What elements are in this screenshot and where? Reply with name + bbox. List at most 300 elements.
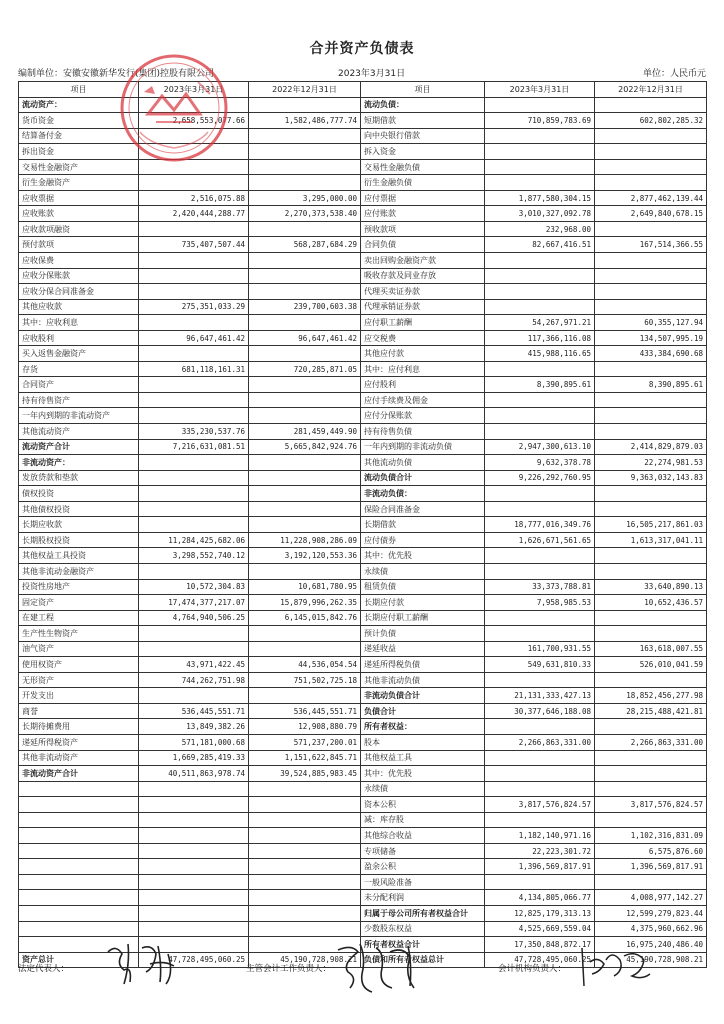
row-item-label: 向中央银行借款 bbox=[361, 128, 485, 144]
table-row bbox=[19, 144, 707, 160]
row-value-current: 96,647,461.42 bbox=[139, 330, 249, 346]
row-item-label: 应付债券 bbox=[361, 532, 485, 548]
row-value-current: 54,267,971.21 bbox=[485, 315, 595, 331]
table-row bbox=[19, 797, 707, 813]
row-item-label: 长期应收款 bbox=[19, 517, 139, 533]
row-item-label: 递延所得税资产 bbox=[19, 734, 139, 750]
legal-rep-signature bbox=[98, 934, 188, 994]
row-value-current: 33,373,788.81 bbox=[485, 579, 595, 595]
row-value-prior bbox=[249, 781, 361, 797]
row-value-prior: 4,008,977,142.27 bbox=[595, 890, 707, 906]
table-row bbox=[19, 159, 707, 175]
row-value-prior bbox=[595, 750, 707, 766]
row-value-prior: 5,665,842,924.76 bbox=[249, 439, 361, 455]
row-value-current bbox=[139, 688, 249, 704]
row-value-current bbox=[485, 750, 595, 766]
row-value-current: 275,351,033.29 bbox=[139, 299, 249, 315]
row-value-prior: 1,102,316,831.09 bbox=[595, 828, 707, 844]
row-value-prior bbox=[249, 315, 361, 331]
row-value-prior bbox=[595, 501, 707, 517]
table-row bbox=[19, 470, 707, 486]
row-value-prior: 281,459,449.90 bbox=[249, 424, 361, 440]
table-row bbox=[19, 579, 707, 595]
row-value-current: 82,667,416.51 bbox=[485, 237, 595, 253]
row-value-current bbox=[139, 221, 249, 237]
row-value-current bbox=[485, 874, 595, 890]
row-value-current: 3,817,576,824.57 bbox=[485, 797, 595, 813]
row-item-label: 衍生金融资产 bbox=[19, 175, 139, 191]
table-header-row bbox=[19, 82, 707, 98]
row-value-current bbox=[485, 548, 595, 564]
row-item-label: 专项储备 bbox=[361, 843, 485, 859]
row-value-prior: 536,445,551.71 bbox=[249, 703, 361, 719]
row-item-label: 合同负债 bbox=[361, 237, 485, 253]
table-row bbox=[19, 221, 707, 237]
header-meta bbox=[18, 66, 706, 80]
row-value-prior: 1,151,622,845.71 bbox=[249, 750, 361, 766]
row-value-current: 4,525,669,559.04 bbox=[485, 921, 595, 937]
row-value-current: 571,181,000.68 bbox=[139, 734, 249, 750]
table-row bbox=[19, 408, 707, 424]
row-item-label: 一年内到期的非流动资产 bbox=[19, 408, 139, 424]
row-item-label: 股本 bbox=[361, 734, 485, 750]
row-item-label: 结算备付金 bbox=[19, 128, 139, 144]
row-value-prior: 15,879,996,262.35 bbox=[249, 595, 361, 611]
row-value-prior bbox=[595, 299, 707, 315]
row-value-prior bbox=[249, 641, 361, 657]
row-value-prior bbox=[249, 284, 361, 300]
row-item-label: 所有者权益合计 bbox=[361, 937, 485, 953]
signature-row bbox=[18, 950, 706, 1010]
row-item-label: 投资性房地产 bbox=[19, 579, 139, 595]
row-value-prior: 10,652,436.57 bbox=[595, 595, 707, 611]
row-item-label: 持有待售资产 bbox=[19, 392, 139, 408]
row-item-label: 其他非流动金融资产 bbox=[19, 563, 139, 579]
row-value-current bbox=[139, 470, 249, 486]
row-item-label: 资本公积 bbox=[361, 797, 485, 813]
row-value-current: 681,118,161.31 bbox=[139, 361, 249, 377]
row-value-prior: 163,618,007.55 bbox=[595, 641, 707, 657]
row-item-label: 应收分保合同准备金 bbox=[19, 284, 139, 300]
row-value-prior bbox=[595, 610, 707, 626]
table-row bbox=[19, 377, 707, 393]
row-item-label: 应付票据 bbox=[361, 190, 485, 206]
row-value-prior: 33,640,890.13 bbox=[595, 579, 707, 595]
row-item-label: 其他应付款 bbox=[361, 346, 485, 362]
row-value-prior bbox=[595, 719, 707, 735]
row-item-label: 流动资产合计 bbox=[19, 439, 139, 455]
row-item-label: 应收账款 bbox=[19, 206, 139, 222]
table-row bbox=[19, 361, 707, 377]
row-item-label: 应付手续费及佣金 bbox=[361, 392, 485, 408]
table-row bbox=[19, 828, 707, 844]
col-header-prior: 2022年12月31日 bbox=[249, 82, 361, 98]
table-row bbox=[19, 253, 707, 269]
table-row bbox=[19, 905, 707, 921]
col-header-current: 2023年3月31日 bbox=[485, 82, 595, 98]
row-value-current bbox=[139, 563, 249, 579]
row-item-label: 永续债 bbox=[361, 781, 485, 797]
row-value-prior: 751,502,725.18 bbox=[249, 672, 361, 688]
row-value-current bbox=[485, 268, 595, 284]
row-value-current bbox=[139, 455, 249, 471]
row-value-current: 232,968.00 bbox=[485, 221, 595, 237]
row-item-label: 应收保费 bbox=[19, 253, 139, 269]
table-row bbox=[19, 190, 707, 206]
row-value-prior: 28,215,488,421.81 bbox=[595, 703, 707, 719]
row-item-label: 其他应收款 bbox=[19, 299, 139, 315]
row-value-current: 11,284,425,682.06 bbox=[139, 532, 249, 548]
row-item-label: 应付分保账款 bbox=[361, 408, 485, 424]
row-value-prior bbox=[249, 688, 361, 704]
row-value-prior bbox=[595, 284, 707, 300]
row-value-prior: 526,010,041.59 bbox=[595, 657, 707, 673]
row-value-prior bbox=[249, 221, 361, 237]
row-value-current: 8,390,895.61 bbox=[485, 377, 595, 393]
row-value-current bbox=[485, 424, 595, 440]
row-value-prior: 602,802,285.32 bbox=[595, 113, 707, 129]
row-item-label: 合同资产 bbox=[19, 377, 139, 393]
table-row bbox=[19, 299, 707, 315]
table-row bbox=[19, 563, 707, 579]
row-value-current: 1,626,671,561.65 bbox=[485, 532, 595, 548]
row-item-label: 无形资产 bbox=[19, 672, 139, 688]
row-value-current: 17,350,848,872.17 bbox=[485, 937, 595, 953]
row-value-prior: 720,285,871.05 bbox=[249, 361, 361, 377]
row-item-label: 递延收益 bbox=[361, 641, 485, 657]
row-value-prior bbox=[249, 501, 361, 517]
row-value-prior bbox=[249, 455, 361, 471]
row-value-current bbox=[139, 175, 249, 191]
row-value-current bbox=[139, 253, 249, 269]
row-value-current: 10,572,304.83 bbox=[139, 579, 249, 595]
row-value-current bbox=[139, 392, 249, 408]
row-item-label: 其他非流动负债 bbox=[361, 672, 485, 688]
row-item-label: 长期应付职工薪酬 bbox=[361, 610, 485, 626]
row-value-prior: 2,649,840,678.15 bbox=[595, 206, 707, 222]
row-item-label: 其中：优先股 bbox=[361, 766, 485, 782]
row-item-label: 货币资金 bbox=[19, 113, 139, 129]
row-value-prior: 2,414,829,879.03 bbox=[595, 439, 707, 455]
row-item-label: 生产性生物资产 bbox=[19, 626, 139, 642]
row-item-label bbox=[19, 874, 139, 890]
row-value-current bbox=[485, 812, 595, 828]
row-item-label: 卖出回购金融资产款 bbox=[361, 253, 485, 269]
row-value-current bbox=[139, 284, 249, 300]
row-value-prior bbox=[249, 486, 361, 502]
accounting-head-signature bbox=[330, 936, 430, 1000]
row-value-prior bbox=[249, 626, 361, 642]
row-value-current: 18,777,016,349.76 bbox=[485, 517, 595, 533]
row-item-label bbox=[19, 905, 139, 921]
row-value-current bbox=[485, 626, 595, 642]
row-item-label: 代理买卖证券款 bbox=[361, 284, 485, 300]
table-row bbox=[19, 97, 707, 113]
row-value-current bbox=[139, 859, 249, 875]
row-item-label: 归属于母公司所有者权益合计 bbox=[361, 905, 485, 921]
row-value-current: 9,226,292,760.95 bbox=[485, 470, 595, 486]
row-value-prior bbox=[595, 253, 707, 269]
row-value-prior bbox=[249, 377, 361, 393]
row-value-prior bbox=[595, 361, 707, 377]
row-value-current bbox=[485, 144, 595, 160]
row-value-prior bbox=[595, 548, 707, 564]
row-value-prior: 239,700,603.38 bbox=[249, 299, 361, 315]
row-value-prior: 6,575,876.60 bbox=[595, 843, 707, 859]
table-row bbox=[19, 595, 707, 611]
row-item-label: 长期应付款 bbox=[361, 595, 485, 611]
row-item-label: 其他非流动资产 bbox=[19, 750, 139, 766]
row-value-current bbox=[139, 144, 249, 160]
row-item-label: 流动负债： bbox=[361, 97, 485, 113]
table-row bbox=[19, 890, 707, 906]
row-item-label: 应付职工薪酬 bbox=[361, 315, 485, 331]
table-row bbox=[19, 284, 707, 300]
row-value-prior: 4,375,960,662.96 bbox=[595, 921, 707, 937]
row-value-current: 22,223,301.72 bbox=[485, 843, 595, 859]
row-value-current: 7,958,985.53 bbox=[485, 595, 595, 611]
row-item-label: 非流动资产： bbox=[19, 455, 139, 471]
row-value-prior bbox=[249, 921, 361, 937]
table-row bbox=[19, 688, 707, 704]
row-value-current bbox=[485, 175, 595, 191]
table-row bbox=[19, 517, 707, 533]
row-value-current: 3,298,552,740.12 bbox=[139, 548, 249, 564]
row-item-label: 衍生金融负债 bbox=[361, 175, 485, 191]
row-value-prior bbox=[249, 175, 361, 191]
table-row bbox=[19, 113, 707, 129]
row-value-current bbox=[139, 128, 249, 144]
dept-head-signature bbox=[576, 942, 666, 992]
row-item-label: 一般风险准备 bbox=[361, 874, 485, 890]
row-value-current: 335,230,537.76 bbox=[139, 424, 249, 440]
row-value-prior bbox=[595, 672, 707, 688]
col-header-item: 项目 bbox=[19, 82, 139, 98]
row-value-current bbox=[485, 253, 595, 269]
row-item-label: 租赁负债 bbox=[361, 579, 485, 595]
row-value-current: 735,407,507.44 bbox=[139, 237, 249, 253]
row-item-label: 商誉 bbox=[19, 703, 139, 719]
row-item-label bbox=[19, 797, 139, 813]
legal-rep-label: 法定代表人： bbox=[18, 964, 70, 974]
row-item-label: 在建工程 bbox=[19, 610, 139, 626]
row-value-prior: 1,582,486,777.74 bbox=[249, 113, 361, 129]
table-row bbox=[19, 486, 707, 502]
row-item-label: 应付股利 bbox=[361, 377, 485, 393]
row-item-label bbox=[19, 781, 139, 797]
row-value-prior bbox=[595, 159, 707, 175]
row-value-current bbox=[139, 641, 249, 657]
row-value-prior bbox=[595, 175, 707, 191]
table-row bbox=[19, 330, 707, 346]
row-value-current: 2,947,300,613.10 bbox=[485, 439, 595, 455]
prepared-by: 编制单位：安徽安徽新华发行(集团)控股有限公司 bbox=[18, 69, 215, 79]
row-value-prior: 45,190,728,908.21 bbox=[595, 952, 707, 968]
row-value-prior bbox=[595, 424, 707, 440]
row-item-label: 固定资产 bbox=[19, 595, 139, 611]
row-value-current bbox=[485, 408, 595, 424]
row-item-label: 代理承销证券款 bbox=[361, 299, 485, 315]
row-value-prior: 568,287,684.29 bbox=[249, 237, 361, 253]
row-item-label bbox=[19, 859, 139, 875]
row-value-prior: 571,237,200.01 bbox=[249, 734, 361, 750]
row-value-prior: 60,355,127.94 bbox=[595, 315, 707, 331]
row-item-label: 预付款项 bbox=[19, 237, 139, 253]
col-header-current: 2023年3月31日 bbox=[139, 82, 249, 98]
row-value-prior: 6,145,015,842.76 bbox=[249, 610, 361, 626]
row-value-prior: 10,681,780.95 bbox=[249, 579, 361, 595]
row-value-current bbox=[139, 890, 249, 906]
row-value-prior bbox=[595, 392, 707, 408]
row-value-current: 2,658,553,077.66 bbox=[139, 113, 249, 129]
row-value-current bbox=[485, 299, 595, 315]
table-row bbox=[19, 626, 707, 642]
row-value-current bbox=[139, 408, 249, 424]
currency-unit: 单位：人民币元 bbox=[642, 69, 706, 79]
table-row bbox=[19, 874, 707, 890]
table-row bbox=[19, 532, 707, 548]
row-item-label: 递延所得税负债 bbox=[361, 657, 485, 673]
row-value-prior bbox=[249, 797, 361, 813]
row-item-label: 永续债 bbox=[361, 563, 485, 579]
row-value-current: 7,216,631,081.51 bbox=[139, 439, 249, 455]
row-value-prior bbox=[595, 128, 707, 144]
row-value-current bbox=[485, 672, 595, 688]
row-value-prior bbox=[595, 486, 707, 502]
row-value-prior: 12,599,279,823.44 bbox=[595, 905, 707, 921]
row-item-label: 交易性金融负债 bbox=[361, 159, 485, 175]
row-value-prior bbox=[249, 159, 361, 175]
row-value-current bbox=[485, 128, 595, 144]
row-value-prior: 134,507,995.19 bbox=[595, 330, 707, 346]
row-value-prior bbox=[249, 905, 361, 921]
row-item-label: 其中：应付利息 bbox=[361, 361, 485, 377]
row-value-prior: 3,192,120,553.36 bbox=[249, 548, 361, 564]
row-value-current bbox=[485, 486, 595, 502]
row-value-current bbox=[139, 501, 249, 517]
table-row bbox=[19, 455, 707, 471]
row-item-label: 油气资产 bbox=[19, 641, 139, 657]
row-item-label: 买入返售金融资产 bbox=[19, 346, 139, 362]
col-header-item: 项目 bbox=[361, 82, 485, 98]
row-value-current: 13,849,382.26 bbox=[139, 719, 249, 735]
row-value-prior bbox=[249, 392, 361, 408]
row-value-prior bbox=[249, 563, 361, 579]
row-value-prior: 3,817,576,824.57 bbox=[595, 797, 707, 813]
row-value-current bbox=[485, 719, 595, 735]
dept-head-label: 会计机构负责人： bbox=[498, 964, 567, 974]
row-value-prior: 22,274,981.53 bbox=[595, 455, 707, 471]
row-value-prior: 45,190,728,908.21 bbox=[249, 952, 361, 968]
row-value-current: 1,396,569,817.91 bbox=[485, 859, 595, 875]
row-value-current bbox=[139, 517, 249, 533]
row-value-current: 3,010,327,092.78 bbox=[485, 206, 595, 222]
row-item-label bbox=[19, 828, 139, 844]
row-item-label: 其他权益工具投资 bbox=[19, 548, 139, 564]
table-row bbox=[19, 641, 707, 657]
row-value-prior bbox=[249, 470, 361, 486]
row-item-label: 吸收存款及同业存放 bbox=[361, 268, 485, 284]
row-value-prior bbox=[249, 859, 361, 875]
row-value-prior: 2,266,863,331.00 bbox=[595, 734, 707, 750]
row-value-current bbox=[485, 284, 595, 300]
table-row bbox=[19, 703, 707, 719]
row-value-current: 161,700,931.55 bbox=[485, 641, 595, 657]
row-item-label: 一年内到期的非流动负债 bbox=[361, 439, 485, 455]
row-value-current bbox=[485, 563, 595, 579]
table-row bbox=[19, 812, 707, 828]
row-value-prior bbox=[595, 97, 707, 113]
row-value-current: 4,764,940,506.25 bbox=[139, 610, 249, 626]
row-value-prior bbox=[249, 843, 361, 859]
row-value-current bbox=[139, 874, 249, 890]
row-value-prior: 16,975,240,486.40 bbox=[595, 937, 707, 953]
row-value-current: 4,134,805,066.77 bbox=[485, 890, 595, 906]
row-value-current: 117,366,116.08 bbox=[485, 330, 595, 346]
row-value-current bbox=[139, 159, 249, 175]
row-value-current bbox=[485, 97, 595, 113]
row-item-label: 应收款项融资 bbox=[19, 221, 139, 237]
row-item-label: 少数股东权益 bbox=[361, 921, 485, 937]
row-item-label: 拆入资金 bbox=[361, 144, 485, 160]
table-row bbox=[19, 766, 707, 782]
row-item-label: 使用权资产 bbox=[19, 657, 139, 673]
row-value-prior bbox=[595, 221, 707, 237]
row-value-current bbox=[485, 781, 595, 797]
row-value-prior bbox=[249, 517, 361, 533]
row-item-label: 交易性金融资产 bbox=[19, 159, 139, 175]
row-value-current bbox=[139, 346, 249, 362]
row-value-prior: 3,295,000.00 bbox=[249, 190, 361, 206]
balance-sheet-table bbox=[18, 81, 707, 968]
row-item-label: 存货 bbox=[19, 361, 139, 377]
row-item-label: 流动负债合计 bbox=[361, 470, 485, 486]
table-row bbox=[19, 750, 707, 766]
row-value-prior: 167,514,366.55 bbox=[595, 237, 707, 253]
row-item-label: 预计负债 bbox=[361, 626, 485, 642]
row-item-label: 发放贷款和垫款 bbox=[19, 470, 139, 486]
row-value-current bbox=[485, 610, 595, 626]
row-value-prior bbox=[249, 346, 361, 362]
row-value-prior bbox=[249, 408, 361, 424]
row-item-label: 其中：应收利息 bbox=[19, 315, 139, 331]
row-value-prior bbox=[595, 874, 707, 890]
row-value-current bbox=[139, 268, 249, 284]
table-row bbox=[19, 392, 707, 408]
table-row bbox=[19, 781, 707, 797]
row-value-current: 549,631,810.33 bbox=[485, 657, 595, 673]
row-item-label: 所有者权益： bbox=[361, 719, 485, 735]
row-item-label: 拆出资金 bbox=[19, 144, 139, 160]
row-item-label: 应收股利 bbox=[19, 330, 139, 346]
row-value-current: 1,669,285,419.33 bbox=[139, 750, 249, 766]
row-item-label: 长期股权投资 bbox=[19, 532, 139, 548]
row-value-current: 1,877,580,304.15 bbox=[485, 190, 595, 206]
row-item-label: 资产总计 bbox=[19, 952, 139, 968]
row-value-current: 2,420,444,288.77 bbox=[139, 206, 249, 222]
row-value-prior bbox=[595, 626, 707, 642]
row-item-label bbox=[19, 890, 139, 906]
row-value-current: 30,377,646,188.08 bbox=[485, 703, 595, 719]
table-row bbox=[19, 672, 707, 688]
row-item-label: 未分配利润 bbox=[361, 890, 485, 906]
row-item-label bbox=[19, 812, 139, 828]
row-value-prior bbox=[249, 97, 361, 113]
row-value-current bbox=[485, 392, 595, 408]
row-value-prior: 433,384,690.68 bbox=[595, 346, 707, 362]
row-value-prior bbox=[249, 874, 361, 890]
row-value-prior bbox=[595, 812, 707, 828]
